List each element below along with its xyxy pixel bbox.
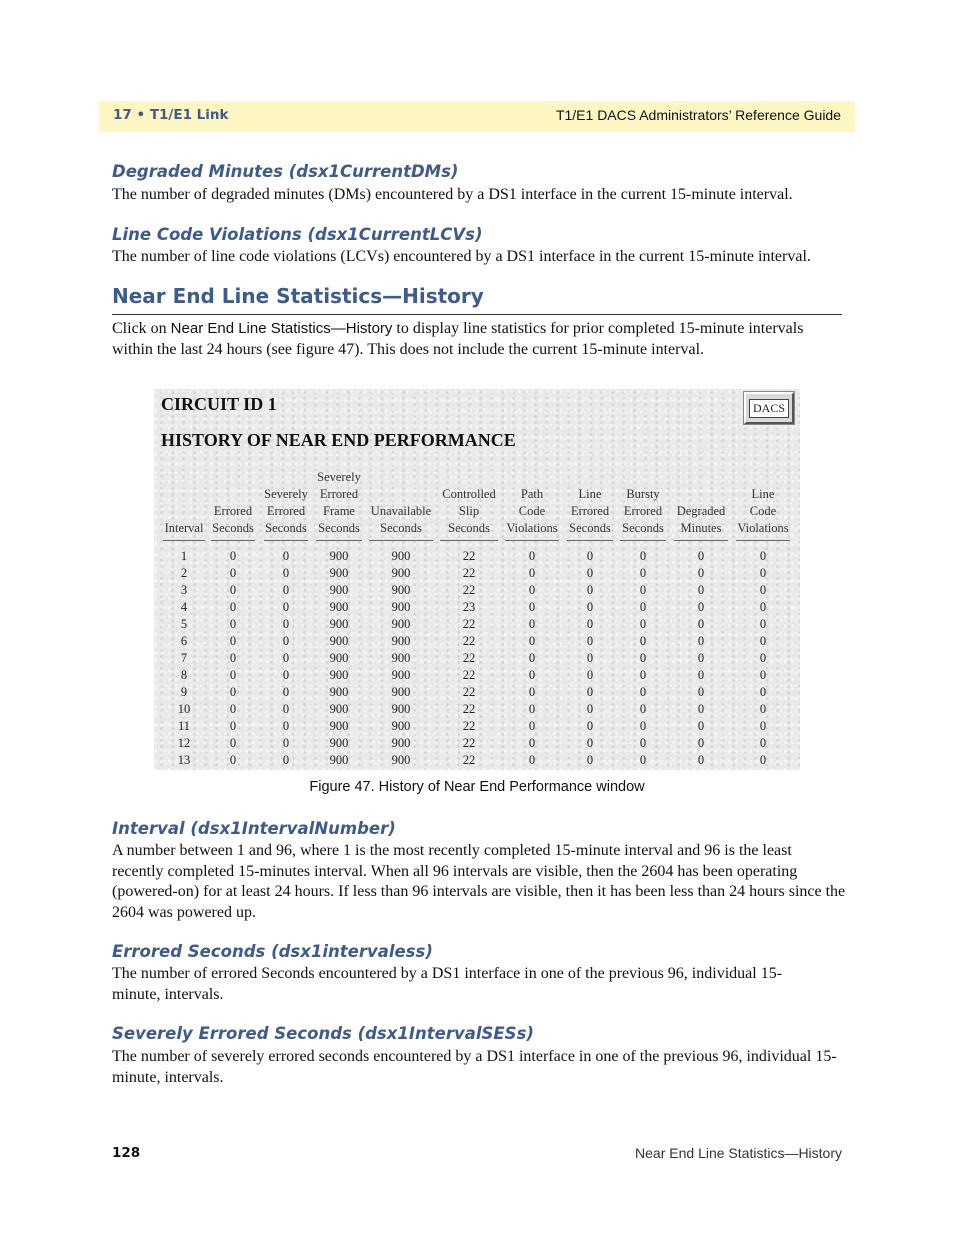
dacs-button[interactable] (744, 392, 794, 424)
para-suffix: to display line statistics for prior completed 15-minute intervals within the last 24 hours (see figure 47). This does not include the current 15-minute interval. (112, 320, 804, 358)
table-cell: 22 (462, 583, 476, 597)
table-cell: 0 (586, 583, 594, 597)
table-cell: 0 (639, 600, 647, 614)
chapter-label: 17 • T1/E1 Link (113, 107, 229, 123)
history-window-screenshot (154, 389, 800, 770)
table-cell: 0 (586, 600, 594, 614)
table-cell: 0 (282, 617, 290, 631)
page-header (99, 101, 855, 132)
column-header-line: Path (520, 487, 544, 501)
column-header-line: Seconds (318, 521, 360, 535)
table-cell: 7 (180, 651, 188, 665)
table-cell: 900 (391, 702, 411, 716)
para-severely-errored-seconds: The number of severely errored seconds encountered by a DS1 interface in one of the previous 96, individual 15-minute, intervals. (112, 1048, 837, 1086)
column-header-rule (736, 540, 790, 541)
table-cell: 0 (697, 583, 705, 597)
column-header-line: Seconds (569, 521, 611, 535)
table-cell: 22 (462, 685, 476, 699)
table-cell: 13 (177, 753, 191, 767)
table-cell: 0 (759, 566, 767, 580)
history-title: HISTORY OF NEAR END PERFORMANCE (161, 430, 516, 450)
table-cell: 900 (391, 753, 411, 767)
table-cell: 0 (282, 753, 290, 767)
table-cell: 0 (586, 617, 594, 631)
table-cell: 0 (697, 685, 705, 699)
column-header-line: Errored (570, 504, 610, 518)
column-header-line: Errored (319, 487, 359, 501)
table-cell: 0 (528, 583, 536, 597)
table-cell: 0 (229, 651, 237, 665)
table-cell: 0 (759, 668, 767, 682)
table-cell: 900 (391, 617, 411, 631)
column-header (618, 469, 668, 537)
table-cell: 0 (282, 702, 290, 716)
table-cell: 0 (528, 753, 536, 767)
column-header-line: Seconds (265, 521, 307, 535)
table-cell: 0 (229, 685, 237, 699)
table-cell: 0 (586, 753, 594, 767)
table-cell: 0 (229, 719, 237, 733)
table-cell: 900 (391, 685, 411, 699)
column-header-rule (369, 540, 433, 541)
table-cell: 0 (639, 634, 647, 648)
table-cell: 0 (282, 719, 290, 733)
table-cell: 900 (329, 634, 349, 648)
table-cell: 0 (528, 566, 536, 580)
dacs-button-label: DACS (749, 399, 789, 418)
table-cell: 0 (639, 753, 647, 767)
table-cell: 900 (329, 719, 349, 733)
table-cell: 900 (391, 668, 411, 682)
table-cell: 5 (180, 617, 188, 631)
para-near-end-history (112, 319, 832, 360)
column-header-line: Line (751, 487, 775, 501)
table-cell: 0 (528, 719, 536, 733)
table-cell: 0 (528, 549, 536, 563)
heading-errored-seconds: Errored Seconds (dsx1intervaless) (112, 942, 433, 961)
table-cell: 4 (180, 600, 188, 614)
page-number: 128 (112, 1145, 141, 1161)
table-cell: 900 (329, 736, 349, 750)
column-header (314, 469, 364, 537)
table-cell: 23 (462, 600, 476, 614)
table-cell: 0 (639, 736, 647, 750)
table-cell: 0 (528, 600, 536, 614)
table-cell: 0 (586, 685, 594, 699)
heading-interval: Interval (dsx1IntervalNumber) (112, 819, 396, 838)
table-cell: 11 (177, 719, 191, 733)
table-cell: 0 (229, 634, 237, 648)
table-cell: 0 (528, 668, 536, 682)
table-cell: 900 (329, 549, 349, 563)
circuit-id-label: CIRCUIT ID 1 (161, 394, 277, 414)
table-cell: 0 (282, 583, 290, 597)
table-cell: 0 (528, 685, 536, 699)
column-header-line: Errored (266, 504, 306, 518)
table-cell: 0 (759, 617, 767, 631)
table-cell: 0 (697, 549, 705, 563)
table-cell: 0 (586, 549, 594, 563)
column-header-rule (440, 540, 498, 541)
table-cell: 0 (639, 651, 647, 665)
table-cell: 0 (697, 668, 705, 682)
table-cell: 2 (180, 566, 188, 580)
table-cell: 0 (759, 736, 767, 750)
table-cell: 900 (391, 600, 411, 614)
table-cell: 900 (329, 753, 349, 767)
table-cell: 0 (697, 736, 705, 750)
column-header-line: Violations (506, 521, 558, 535)
table-cell: 0 (229, 566, 237, 580)
table-cell: 0 (229, 668, 237, 682)
table-cell: 900 (391, 634, 411, 648)
table-cell: 0 (759, 685, 767, 699)
table-cell: 0 (759, 702, 767, 716)
table-cell: 6 (180, 634, 188, 648)
table-cell: 0 (759, 600, 767, 614)
table-cell: 0 (759, 753, 767, 767)
column-header-line: Slip (458, 504, 480, 518)
table-cell: 3 (180, 583, 188, 597)
table-cell: 0 (639, 668, 647, 682)
column-header-line: Interval (164, 521, 204, 535)
column-header-line: Unavailable (370, 504, 432, 518)
table-cell: 900 (329, 566, 349, 580)
table-cell: 0 (697, 600, 705, 614)
column-header (503, 469, 561, 537)
column-header-line: Seconds (380, 521, 422, 535)
table-cell: 0 (282, 685, 290, 699)
table-cell: 0 (759, 634, 767, 648)
guide-title: T1/E1 DACS Administrators’ Reference Guide (555, 107, 841, 123)
table-cell: 0 (282, 651, 290, 665)
column-header-rule (316, 540, 362, 541)
table-cell: 22 (462, 566, 476, 580)
column-header-line: Severely (317, 470, 361, 484)
table-cell: 0 (282, 549, 290, 563)
column-header-line: Severely (264, 487, 308, 501)
para-errored-seconds: The number of errored Seconds encountered by a DS1 interface in one of the previous 96, individual 15-minute, intervals. (112, 965, 783, 1003)
table-cell: 22 (462, 617, 476, 631)
table-cell: 0 (586, 668, 594, 682)
para-prefix: Click on (112, 320, 171, 337)
table-cell: 0 (229, 753, 237, 767)
table-cell: 0 (282, 736, 290, 750)
table-cell: 1 (180, 549, 188, 563)
heading-near-end-history: Near End Line Statistics—History (112, 284, 484, 308)
column-header-line: Line (578, 487, 602, 501)
column-header (734, 469, 792, 537)
table-cell: 0 (697, 651, 705, 665)
table-cell: 0 (528, 702, 536, 716)
table-cell: 0 (229, 702, 237, 716)
table-cell: 900 (329, 617, 349, 631)
column-header-line: Code (518, 504, 546, 518)
table-cell: 0 (586, 634, 594, 648)
table-cell: 0 (528, 634, 536, 648)
column-header-line: Controlled (442, 487, 496, 501)
column-header-rule (674, 540, 728, 541)
table-cell: 0 (697, 566, 705, 580)
table-cell: 0 (586, 566, 594, 580)
heading-rule (112, 314, 842, 315)
column-header-rule (567, 540, 613, 541)
table-cell: 0 (697, 634, 705, 648)
table-cell: 900 (329, 583, 349, 597)
table-cell: 900 (391, 566, 411, 580)
heading-degraded-minutes: Degraded Minutes (dsx1CurrentDMs) (112, 162, 459, 181)
para-interval: A number between 1 and 96, where 1 is the most recently completed 15-minute interval and 96 is the least recently completed 15-minutes interval. When all 96 intervals are visible, then the 2604 has been operating (powered-on) for at least 24 hours. If less than 96 intervals are visible, then it has been less than 24 hours since the 2604 was powered up. (112, 842, 846, 921)
column-header-line: Errored (623, 504, 663, 518)
para-degraded-minutes: The number of degraded minutes (DMs) encountered by a DS1 interface in the current 15-minute interval. (112, 186, 793, 203)
column-header-line: Seconds (212, 521, 254, 535)
table-cell: 0 (697, 617, 705, 631)
table-cell: 900 (391, 651, 411, 665)
table-cell: 0 (282, 634, 290, 648)
table-cell: 0 (639, 549, 647, 563)
table-cell: 0 (586, 651, 594, 665)
table-cell: 900 (391, 719, 411, 733)
column-header (367, 469, 435, 537)
heading-severely-errored-seconds: Severely Errored Seconds (dsx1IntervalSESs) (112, 1024, 534, 1043)
table-cell: 0 (528, 617, 536, 631)
table-cell: 22 (462, 736, 476, 750)
column-header-line: Violations (737, 521, 789, 535)
table-cell: 0 (759, 651, 767, 665)
table-cell: 0 (759, 719, 767, 733)
table-cell: 0 (586, 736, 594, 750)
table-cell: 0 (586, 702, 594, 716)
column-header-rule (211, 540, 255, 541)
table-cell: 10 (177, 702, 191, 716)
column-header-line: Seconds (622, 521, 664, 535)
table-cell: 0 (759, 549, 767, 563)
column-header-line: Errored (213, 504, 253, 518)
table-cell: 0 (229, 600, 237, 614)
table-cell: 0 (229, 583, 237, 597)
column-header (672, 469, 730, 537)
table-cell: 900 (391, 736, 411, 750)
table-cell: 0 (697, 719, 705, 733)
table-cell: 0 (528, 736, 536, 750)
table-cell: 0 (586, 719, 594, 733)
table-cell: 900 (329, 685, 349, 699)
table-cell: 0 (639, 617, 647, 631)
para-line-code-violations: The number of line code violations (LCVs) encountered by a DS1 interface in the current 15-minute interval. (112, 248, 811, 265)
column-header (209, 469, 257, 537)
table-cell: 0 (697, 702, 705, 716)
table-cell: 0 (282, 566, 290, 580)
column-header-rule (620, 540, 666, 541)
column-header (262, 469, 310, 537)
column-header-line: Minutes (680, 521, 722, 535)
table-cell: 22 (462, 549, 476, 563)
column-header-rule (505, 540, 559, 541)
table-cell: 22 (462, 668, 476, 682)
table-cell: 0 (282, 668, 290, 682)
figure-caption: Figure 47. History of Near End Performance window (309, 779, 645, 795)
table-cell: 0 (697, 753, 705, 767)
table-cell: 900 (329, 600, 349, 614)
footer-section: Near End Line Statistics—History (635, 1145, 842, 1161)
table-cell: 22 (462, 651, 476, 665)
column-header-line: Seconds (448, 521, 490, 535)
column-header-line: Bursty (626, 487, 660, 501)
menu-item-reference: Near End Line Statistics—History (170, 320, 393, 337)
table-cell: 22 (462, 719, 476, 733)
column-header-rule (163, 540, 205, 541)
column-header (565, 469, 615, 537)
column-header-line: Frame (323, 504, 355, 518)
table-cell: 0 (229, 617, 237, 631)
table-cell: 900 (391, 583, 411, 597)
table-cell: 0 (639, 566, 647, 580)
table-cell: 22 (462, 702, 476, 716)
table-cell: 8 (180, 668, 188, 682)
table-cell: 0 (639, 719, 647, 733)
table-cell: 900 (329, 651, 349, 665)
table-cell: 0 (229, 549, 237, 563)
table-cell: 900 (391, 549, 411, 563)
table-cell: 900 (329, 702, 349, 716)
table-cell: 0 (639, 702, 647, 716)
column-header-line: Degraded (676, 504, 726, 518)
table-cell: 0 (639, 685, 647, 699)
table-cell: 22 (462, 753, 476, 767)
heading-line-code-violations: Line Code Violations (dsx1CurrentLCVs) (112, 225, 483, 244)
table-cell: 0 (282, 600, 290, 614)
table-cell: 9 (180, 685, 188, 699)
table-cell: 0 (759, 583, 767, 597)
column-header-rule (264, 540, 308, 541)
table-cell: 0 (229, 736, 237, 750)
table-cell: 0 (528, 651, 536, 665)
table-cell: 0 (639, 583, 647, 597)
table-cell: 22 (462, 634, 476, 648)
column-header (438, 469, 500, 537)
table-cell: 900 (329, 668, 349, 682)
column-header (161, 469, 207, 537)
column-header-line: Code (749, 504, 777, 518)
table-cell: 12 (177, 736, 191, 750)
